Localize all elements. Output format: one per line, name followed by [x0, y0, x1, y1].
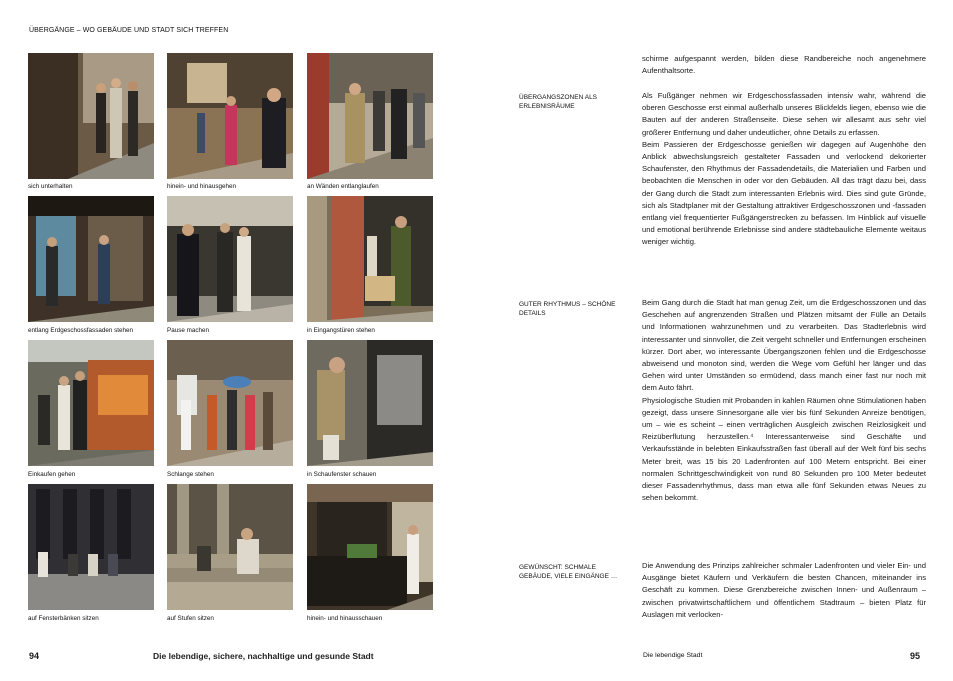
intro-paragraph: schirme aufgespannt werden, bilden diese Randbereiche noch angenehmere Aufenthaltsorte. [642, 54, 926, 76]
paragraph: Als Fußgänger nehmen wir Erdgeschossfassaden intensiv wahr, während die oberen Geschosse erst einmal außerhalb unseres Blickfelds liegen, ebenso wie die Bauten auf der anderen Straßenseite. Diese sehen wir allesamt aus sehr viel größerer Entfernung und daher undeutlicher, ohne Details zu erfassen. [642, 91, 926, 137]
photo-caption: auf Fensterbänken sitzen [28, 615, 99, 622]
running-header: ÜBERGÄNGE – WO GEBÄUDE UND STADT SICH TREFFEN [29, 27, 229, 34]
section-text [642, 90, 926, 249]
section-label: GEWÜNSCHT: SCHMALE GEBÄUDE, VIELE EINGÄNGE … [519, 564, 618, 580]
section-text [642, 560, 926, 621]
photo-queue [167, 340, 293, 466]
paragraph: Beim Gang durch die Stadt hat man genug Zeit, um die Erdgeschosszonen und das Geschehen auf angrenzenden Straßen und Plätzen mitsamt der Fülle an Details und Informationen wahrzunehmen und zu verarbeiten. Das Stadterlebnis wird interessanter und sinnvoller, die Zeit vergeht schneller und Entfernungen erscheinen kürzer. Dort aber, wo interessante Übergangszonen fehlen und die Erdgeschosse abweisend und monoton sind, werden die Wege vom Gefühl her länger und das Gehen wird unter Umständen so ermüdend, dass manch einer fast nur noch mit dem Auto fährt. [642, 298, 926, 393]
photo-shopping [28, 340, 154, 466]
photo-window-sills [28, 484, 154, 610]
photo-walls [307, 53, 433, 179]
footer-chapter-title: Die lebendige Stadt [643, 652, 703, 659]
photo-caption: hinein- und hinausgehen [167, 183, 236, 190]
paragraph: Physiologische Studien mit Probanden in kahlen Räumen ohne Stimulationen haben gezeigt, dass unsere Sinnesorgane alle vier bis fünf Sekunden Anreize benötigen, um – wie es scheint – einen verträglichen Ausgleich zwischen Reizlosigkeit und Reizüberflutung herzustellen.⁴ Interessanterweise sind Geschäfte und Verkaufsstände in belebten Einkaufsstraßen fast überall auf der Welt fünf bis sechs Meter breit, was 15 bis 20 Ladenfronten auf 100 Metern entspricht. Bei einer normalen Schrittgeschwindigkeit von rund 80 Sekunden pro 100 Meter bedeutet dieser Fassadenrhythmus, dass man etwa alle fünf Sekunden etwas Neues zu sehen bekommt. [642, 395, 926, 503]
page-number-right: 95 [910, 651, 921, 661]
photo-conversation [28, 53, 154, 179]
photo-caption: an Wänden entlanglaufen [307, 183, 379, 190]
photo-entering [167, 53, 293, 179]
photo-pause [167, 196, 293, 322]
photo-caption: Pause machen [167, 327, 210, 334]
photo-steps [167, 484, 293, 610]
photo-caption: Schlange stehen [167, 471, 214, 478]
photo-caption: sich unterhalten [28, 183, 73, 190]
page-number-left: 94 [29, 651, 40, 661]
section-label: GUTER RHYTHMUS – SCHÖNE DETAILS [519, 301, 616, 317]
photo-looking-in-out [307, 484, 433, 610]
photo-caption: in Schaufenster schauen [307, 471, 377, 478]
photo-facades [28, 196, 154, 322]
section-label: ÜBERGANGSZONEN ALS ERLEBNISRÄUME [519, 94, 598, 110]
paragraph: Die Anwendung des Prinzips zahlreicher schmaler Ladenfronten und vieler Ein- und Ausgänge bietet Käufern und Verkäufern die besten Chancen, miteinander ins Geschäft zu kommen. Diese Grenzbereiche zwischen Innen- und Außenraum – zwischen privatwirtschaftlichem und öffentlichem Stadtraum – bieten Platz für Auslagen mit verlocken- [642, 561, 926, 619]
photo-caption: Einkaufen gehen [28, 471, 76, 478]
section-text [642, 297, 926, 504]
photo-window-shopping [307, 340, 433, 466]
photo-caption: entlang Erdgeschossfassaden stehen [28, 327, 134, 334]
photo-caption: in Eingangstüren stehen [307, 327, 375, 334]
photo-caption: hinein- und hinausschauen [307, 615, 383, 622]
photo-caption: auf Stufen sitzen [167, 615, 214, 622]
photo-doorways [307, 196, 433, 322]
paragraph: Beim Passieren der Erdgeschosse genießen wir dagegen auf Augenhöhe den Anblick abwechslungsreich gestalteter Fassaden und verlockend dekorierter Schaufenster, den Rhythmus der Fassadendetails, die Materialien und Farben und beobachten die Menschen in oder vor den Gebäuden. All das trägt dazu bei, dass der Gang durch die Stadt zum interessanten Erlebnis wird. Dies sind gute Gründe, sich als Stadtplaner mit der Gestaltung attraktiver Erdgeschosszonen und -fassaden entlang viel frequentierter Fußgängerstrecken zu befassen. Im Hinblick auf visuelle und emotional berührende Erlebnisse sind andere städtebauliche Elemente weitaus weniger wichtig. [642, 139, 926, 247]
footer-book-title: Die lebendige, sichere, nachhaltige und gesunde Stadt [153, 651, 374, 661]
